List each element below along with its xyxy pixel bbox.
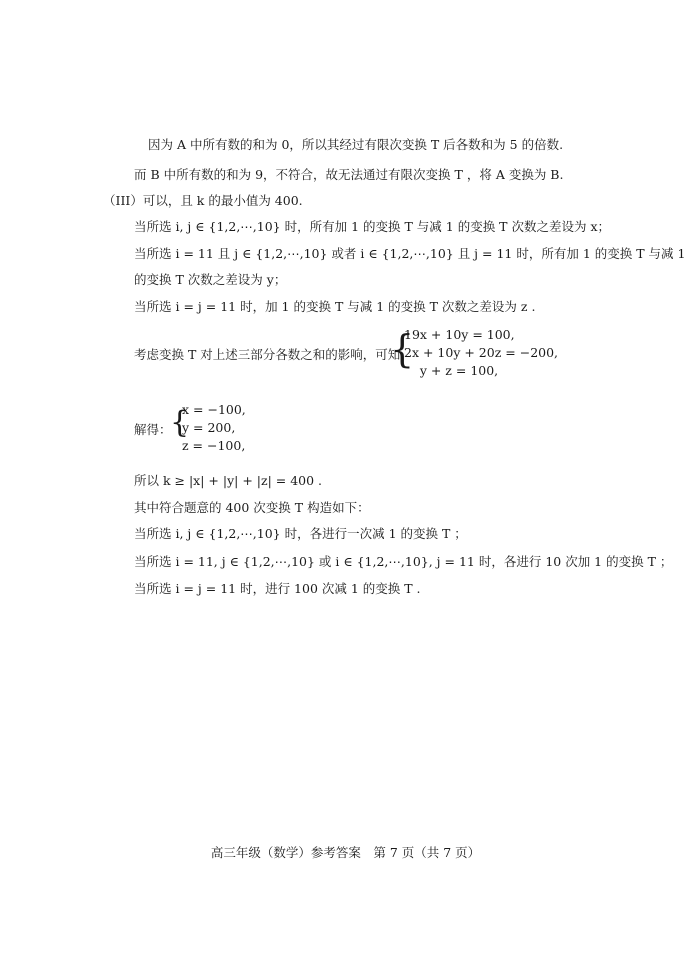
page-footer: 高三年级（数学）参考答案 第 7 页（共 7 页） — [210, 845, 481, 860]
part-iii-heading: （III）可以，且 k 的最小值为 400. — [103, 193, 303, 208]
system-brace-2: { — [170, 405, 190, 440]
text-line-2: 而 B 中所有数的和为 9，不符合，故无法通过有限次变换 T ，将 A 变换为 B. — [134, 167, 564, 182]
text-line-7: 当所选 i = j = 11 时，加 1 的变换 T 与减 1 的变换 T 次数之差设为 z . — [134, 299, 536, 314]
solution-y: y = 200, — [182, 420, 236, 435]
equation-1: 19x + 10y = 100, — [404, 327, 515, 342]
text-line-8: 考虑变换 T 对上述三部分各数之和的影响，可知 — [134, 347, 401, 362]
text-line-13: 当所选 i = 11, j ∈ {1,2,⋯,10} 或 i ∈ {1,2,⋯,10}, j = 11 时，各进行 10 次加 1 的变换 T ； — [134, 554, 673, 569]
text-line-10: 所以 k ≥ |x| + |y| + |z| = 400 . — [134, 473, 323, 488]
solve-label: 解得： — [134, 422, 172, 437]
equation-2: 2x + 10y + 20z = −200, — [404, 345, 559, 360]
text-line-4: 当所选 i, j ∈ {1,2,⋯,10} 时，所有加 1 的变换 T 与减 1 的变换 T 次数之差设为 x； — [134, 219, 610, 234]
text-line-5: 当所选 i = 11 且 j ∈ {1,2,⋯,10} 或者 i ∈ {1,2,⋯,10} 且 j = 11 时，所有加 1 的变换 T 与减 1 — [134, 246, 686, 261]
solution-z: z = −100, — [182, 438, 246, 453]
text-line-1: 因为 A 中所有数的和为 0，所以其经过有限次变换 T 后各数和为 5 的倍数. — [148, 137, 564, 152]
solution-x: x = −100, — [182, 402, 246, 417]
equation-system-1 — [404, 326, 559, 380]
text-line-6: 的变换 T 次数之差设为 y； — [134, 272, 287, 287]
system-brace-1: { — [390, 327, 415, 371]
equation-3: y + z = 100, — [419, 363, 499, 378]
text-line-14: 当所选 i = j = 11 时，进行 100 次减 1 的变换 T . — [134, 581, 421, 596]
text-line-11: 其中符合题意的 400 次变换 T 构造如下： — [134, 500, 370, 515]
text-line-12: 当所选 i, j ∈ {1,2,⋯,10} 时，各进行一次减 1 的变换 T ； — [134, 526, 467, 541]
solution-system — [182, 401, 246, 455]
